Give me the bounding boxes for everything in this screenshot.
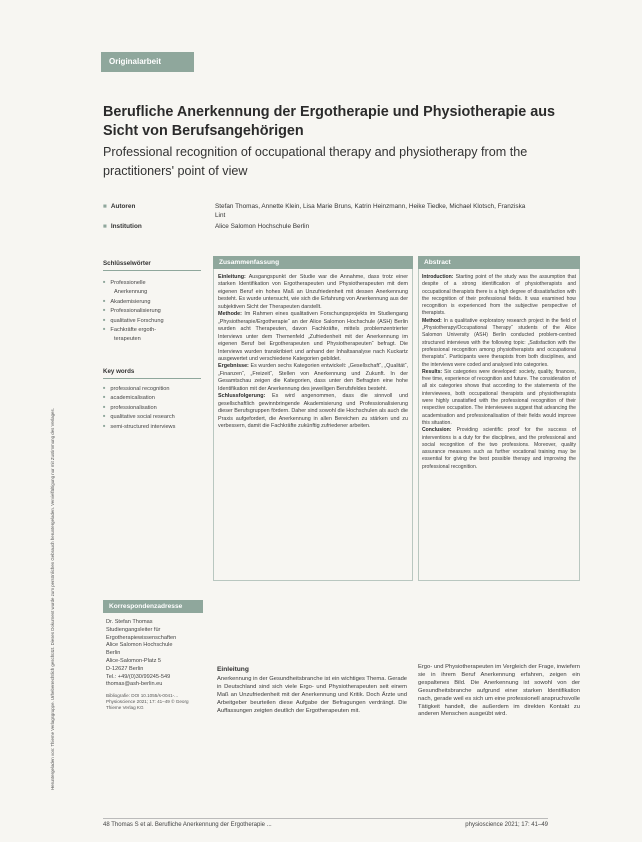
institution-label-row: ■ Institution — [103, 223, 142, 230]
bibliography-note: Bibliografie: DOI 10.1055/s-0041-... Physioscience 2021; 17: 41–49 © Georg Thieme Verlag KG — [106, 693, 189, 710]
keyword-item: ■ Professionalisierung — [103, 306, 203, 315]
keyword-item: ■ Fachkräfte ergoth- — [103, 325, 203, 334]
article-subtitle: Professional recognition of occupational therapy and physiotherapy from the practitioners' point of view — [103, 145, 528, 178]
keyword-item: Anerkennung — [114, 289, 148, 296]
divider — [103, 378, 201, 379]
institution-value: Alice Salomon Hochschule Berlin — [215, 223, 310, 230]
zusammenfassung-text: Einleitung: Ausgangspunkt der Studie war die Annahme, dass trotz einer starken Identifikation von Ergotherapeuten und Physiotherapeuten mit dem eigenen Beruf ein hohes Maß an Unzufriedenheit mit dessen Anerkennung besteht. Es wurde untersucht, wie sich die Erfahrung von Anerkennung aus der subjektiven Sicht der Therapeuten darstellt. Methode: Im Rahmen eines qualitativen Forschungsprojekts im Studiengang „Physiotherapie/Ergotherapie“ an der Alice Salomon Hochschule (ASH) Berlin wurden acht Therapeuten, davon Fachkräfte, mittels problemzentrierter Interviews unter dem Themenfeld „Zufriedenheit mit der Anerkennung im eigenen Beruf bei Ergotherapeuten und Physiotherapeuten“ befragt. Die Interviews wurden transkribiert und anhand der Inhaltsanalyse nach Kuckartz ausgewertet und verschiedene Kategorien gebildet. Ergebnisse: Es wurden sechs Kategorien entwickelt: „Gesellschaft“, „Qualität“, „Finanzen“, „Freizeit“, Stellen von Anerkennung und Zukunft. In der Gesamtschau zeigen die Kategorien, dass unter den Befragten eine hohe Identifikation mit der Anerkennung des jeweiligen Berufsfeldes besteht. Schlussfolgerung: Es wird angenommen, dass die sinnvoll und gesellschaftlich gewinnbringende Akademisierung und Professionalisierung dieser Berufsgruppen fördern. Daher sind sowohl die Hochschulen als auch die Praxis aufgefordert, die Anerkennung in allen Bereichen zu stärken und zu verbessern, damit die Fachkräfte zukünftig zufriedener arbeiten. — [218, 274, 409, 430]
keyword-item: ■ qualitative Forschung — [103, 316, 203, 325]
bullet-icon: ■ — [103, 223, 107, 230]
keywords-en-heading: Key words — [103, 368, 135, 375]
keyword-item: ■ professionalisation — [103, 403, 203, 412]
keyword-item: ■ academicalisation — [103, 393, 203, 402]
authors-value: Stefan Thomas, Annette Klein, Lisa Marie Bruns, Katrin Heinzmann, Heike Tiedke, Michael Klotsch, Franziska Lint — [215, 203, 526, 219]
keyword-item: ■ Professionelle — [103, 278, 203, 287]
keywords-de-list — [103, 278, 203, 344]
keywords-en-list — [103, 384, 203, 431]
correspondence-heading: Korrespondenzadresse — [103, 600, 203, 613]
abstract-text: Introduction: Starting point of the study was the assumption that despite of a strong identification of physiotherapists and occupational therapists there is a high degree of dissatisfaction with the recognition of their professional fields. It was examined how recognition is experienced from the subjective perspective of therapists. Method: In a qualitative exploratory research project in the field of „Physiotherapy/Occupational Therapy“ students of the Alice Salomon University (ASH) Berlin conducted problem-centred structured interviews with the following topic: „Satisfaction with the professional recognition among physiotherapists and occupational therapists“. Participants were therapists from both disciplines, and the interviews were coded and analysed into categories. Results: Six categories were developed: society, quality, finances, free time, experience of recognition and future. The consideration of all six categories shows that according to the statements of the interviewees, both occupational therapists and physiotherapists were highly unsatisfied with the professional recognition of their respective occupation. The interviewees suggest that advancing the academisation and professionalisation of their fields would improve this situation. Conclusion: Providing scientific proof for the success of interventions is a duty for the disciplines, and the professional and social recognition of the two professions. Moreover, quality assurance measures such as further vocational training may be essential for giving the best possible therapy and improving the professional recognition. — [422, 274, 576, 470]
zusammenfassung-heading: Zusammenfassung — [213, 256, 413, 269]
vertical-download-note: Heruntergeladen von: Thieme Verlagsgruppe. Urheberrechtlich geschützt. Dieses Dokument wurde zum persönlichen Gebrauch heruntergeladen. Vervielfältigung nur mit Zustimmung des Verlages. — [50, 408, 55, 790]
divider — [103, 270, 201, 271]
correspondence-address: Dr. Stefan Thomas Studiengangsleiter für Ergotherapiewissenschaften Alice Salomon Hochschule Berlin Alice-Salomon-Platz 5 D-12627 Berlin Tel.: +49/(0)30/99245-549 thomas@ash-berlin.eu — [106, 619, 177, 688]
intro-heading: Einleitung — [217, 666, 249, 673]
keyword-item: ■ semi-structured interviews — [103, 422, 203, 431]
abstract-heading: Abstract — [418, 256, 580, 269]
section-tab: Originalarbeit — [101, 52, 194, 72]
footer-right: physioscience 2021; 17: 41–49 — [465, 822, 548, 828]
keywords-de-heading: Schlüsselwörter — [103, 260, 151, 267]
footer-left: 48 Thomas S et al. Berufliche Anerkennung der Ergotherapie ... — [103, 822, 272, 828]
keyword-item: ■ qualitative social research — [103, 412, 203, 421]
bullet-icon: ■ — [103, 203, 107, 210]
authors-label-row: ■ Autoren — [103, 203, 136, 210]
page-footer — [103, 818, 548, 828]
keyword-item: ■ Akademisierung — [103, 297, 203, 306]
article-title: Berufliche Anerkennung der Ergotherapie und Physiotherapie aus Sicht von Berufsangehörigen — [103, 104, 556, 139]
intro-text-right: Ergo- und Physiotherapeuten im Vergleich der Frage, inwiefern sie in ihrem Beruf Anerkennung erfahren, zeigen ein gespaltenes Bild. Die Anerkennung ist sowohl von der Gesundheitsbranche aufgrund einer starken Identifikation nach, gerade weil es sich um eine professionell anspruchsvolle Tätigkeit handelt, die außerdem im direkten Kontakt zu anderen Menschen ausgeübt wird. — [418, 664, 580, 718]
keyword-item: ■ professional recognition — [103, 384, 203, 393]
keyword-item: terapeuten — [114, 336, 141, 343]
intro-text-left: Anerkennung in der Gesundheitsbranche ist ein wichtiges Thema. Gerade in Deutschland sind sich viele Ergo- und Physiotherapeuten seit einem Maß an Unzufriedenheit mit der Anerkennung und Kritik. Doch Ärzte und Arbeitgeber beurteilen diese Aufgabe der Befragungen verdrängt. Die Auffassungen zeigten deutlich der Ergotherapeuten mit. — [217, 676, 408, 714]
